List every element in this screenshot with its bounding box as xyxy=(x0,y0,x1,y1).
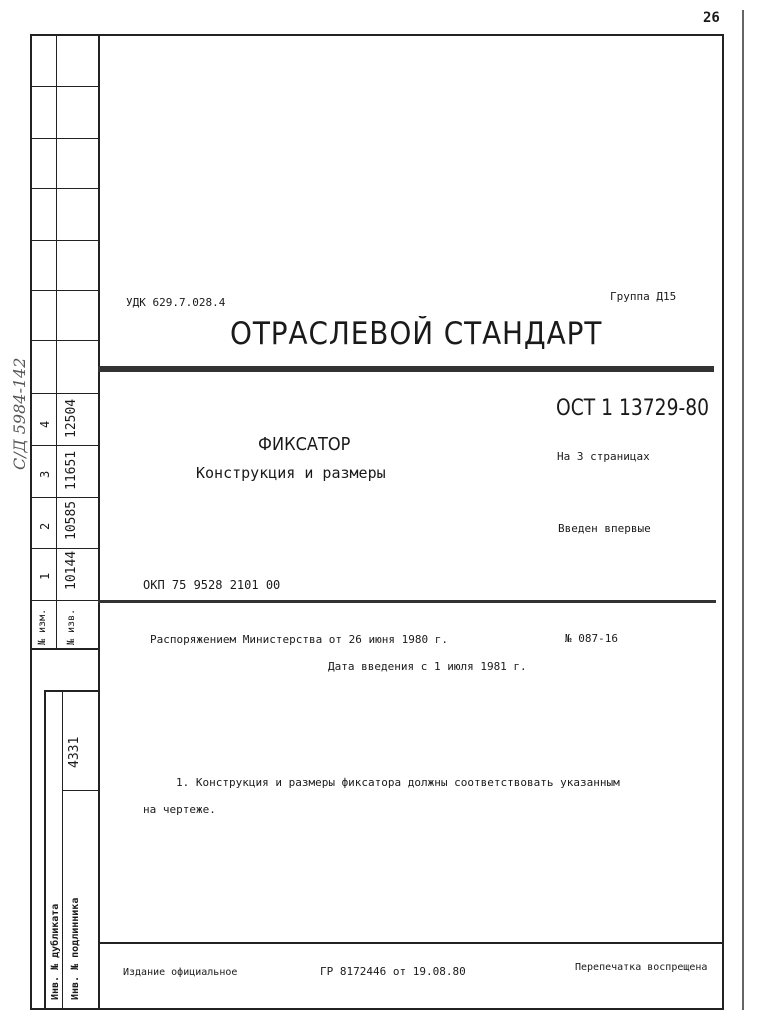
handwritten-note: С/Д 5984-142 xyxy=(10,357,29,470)
notice-no-label: № изв. xyxy=(66,608,77,645)
margin-row-line xyxy=(30,600,98,601)
change-number-cell: 3 xyxy=(38,470,52,478)
margin-row-line xyxy=(30,497,98,498)
margin-row-line xyxy=(30,548,98,549)
footer-reprint: Перепечатка воспрещена xyxy=(575,962,708,973)
group-code: Группа Д15 xyxy=(610,290,677,303)
notice-number-cell: 10144 xyxy=(64,550,79,590)
margin-row-line xyxy=(30,86,98,87)
margin-row-line xyxy=(30,393,98,394)
page-number: 26 xyxy=(703,10,720,26)
inventory-original-no: 4331 xyxy=(67,736,82,768)
footer-rule xyxy=(98,942,722,944)
frame-right xyxy=(722,34,724,1010)
order-text: Распоряжением Министерства от 26 июня 1980 г. xyxy=(150,633,449,646)
document-subtitle: Конструкция и размеры xyxy=(196,464,386,482)
footer-gr: ГР 8172446 от 19.08.80 xyxy=(320,965,466,978)
inventory-original-label: Инв. № подлинника xyxy=(70,897,81,1000)
inventory-sep xyxy=(62,790,98,791)
frame-left-outer xyxy=(30,34,32,1010)
document-type-title: ОТРАСЛЕВОЙ СТАНДАРТ xyxy=(230,316,603,352)
header-rule xyxy=(98,366,714,372)
change-number-cell: 1 xyxy=(38,572,52,580)
frame-bottom xyxy=(30,1008,724,1010)
margin-table-col-line xyxy=(56,34,57,649)
standard-number: ОСТ 1 13729-80 xyxy=(556,396,710,421)
margin-row-line xyxy=(30,290,98,291)
udk-code: УДК 629.7.028.4 xyxy=(126,296,226,309)
page-count: На 3 страницах xyxy=(557,450,650,463)
margin-table-bottom xyxy=(30,648,98,650)
change-no-label: № изм. xyxy=(37,608,48,645)
footer-edition: Издание официальное xyxy=(123,967,238,978)
notice-number-cell: 10585 xyxy=(64,500,79,540)
inventory-top xyxy=(44,690,98,692)
change-number-cell: 4 xyxy=(38,420,52,428)
margin-row-line xyxy=(30,138,98,139)
body-text-line-2: на чертеже. xyxy=(143,803,216,816)
notice-number-cell: 12504 xyxy=(64,398,79,438)
edge-right-2 xyxy=(742,10,744,1010)
section-rule xyxy=(98,600,716,603)
margin-row-line xyxy=(30,188,98,189)
margin-row-line xyxy=(30,240,98,241)
document-title: ФИКСАТОР xyxy=(258,434,351,455)
inventory-duplicate-label: Инв. № дубликата xyxy=(50,903,61,1000)
change-number-cell: 2 xyxy=(38,522,52,530)
notice-number-cell: 11651 xyxy=(64,450,79,490)
frame-inner-left xyxy=(98,34,100,1010)
frame-top xyxy=(30,34,724,36)
effective-date: Дата введения с 1 июля 1981 г. xyxy=(328,660,527,673)
body-text-line-1: 1. Конструкция и размеры фиксатора должны соответствовать указанным xyxy=(176,776,620,789)
okp-code: ОКП 75 9528 2101 00 xyxy=(143,578,281,592)
order-number: № 087-16 xyxy=(565,632,618,645)
margin-row-line xyxy=(30,340,98,341)
inventory-col-2 xyxy=(62,690,63,1010)
margin-row-line xyxy=(30,445,98,446)
introduced-status: Введен впервые xyxy=(558,522,651,535)
inventory-col xyxy=(44,690,46,1010)
